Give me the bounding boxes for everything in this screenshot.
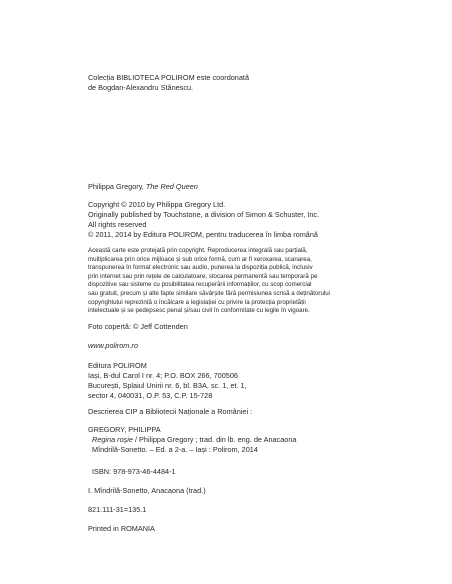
book-title: The Red Queen <box>145 182 198 191</box>
copyright-block <box>88 200 378 240</box>
printed-in: Printed in ROMANIA <box>88 524 155 533</box>
copyright-line-2: Originally published by Touchstone, a division of Simon & Schuster, Inc. <box>88 210 320 219</box>
publisher-address-line: București, Splaiul Unirii nr. 6, bl. B3A, sc. 1, et. 1, <box>88 381 247 390</box>
legal-line: Această carte este protejată prin copyright. Reproducerea integrală sau parțială, <box>88 247 308 254</box>
cip-title-line: Regina roșie / Philippa Gregory ; trad. din lb. eng. de Anacaona <box>92 435 297 444</box>
legal-line: copyrightului reprezintă o încălcare a legislației cu privire la protecția proprietății <box>88 298 306 306</box>
series-note <box>88 73 378 93</box>
cip-author: GREGORY, PHILIPPA <box>88 425 161 434</box>
cip-title: Regina roșie <box>92 435 133 444</box>
copyright-line-4: © 2011, 2014 by Editura POLIROM, pentru traducerea în limba română <box>88 230 318 239</box>
cip-classification: 821.111-31=135.1 <box>88 505 147 514</box>
publisher-address-line: Iași, B-dul Carol I nr. 4; P.O. BOX 266, 700506 <box>88 371 238 380</box>
cip-record <box>88 425 378 455</box>
isbn: ISBN: 978-973-46-4484-1 <box>92 467 176 476</box>
legal-line: intelectuale și se pedepsesc penal și/sau civil în conformitate cu legile în vigoare. <box>88 307 310 315</box>
legal-line: dispozitive sau sisteme cu posibilitatea recuperării informațiilor, cu scop comercial <box>88 281 312 289</box>
cip-heading: Descrierea CIP a Bibliotecii Naționale a României : <box>88 407 253 416</box>
legal-notice <box>88 247 378 316</box>
series-note-line-1: Colecția BIBLIOTECA POLIROM este coordonată <box>88 73 250 82</box>
publisher-name: Editura POLIROM <box>88 361 147 370</box>
publisher-address-line: sector 4, 040031, O.P. 53, C.P. 15-728 <box>88 391 213 400</box>
copyright-line-3: All rights reserved <box>88 220 147 229</box>
series-note-line-2: de Bogdan-Alexandru Stănescu. <box>88 83 194 92</box>
author-name: Philippa Gregory, <box>88 182 146 191</box>
publisher-address <box>88 361 378 401</box>
website: www.polirom.ro <box>88 341 138 350</box>
copyright-line-1: Copyright © 2010 by Philippa Gregory Ltd. <box>88 200 226 209</box>
legal-line: sau gratuit, precum și alte fapte similare săvârșite fără permisiunea scrisă a deținătorului <box>88 289 331 297</box>
legal-line: prin internet sau prin rețele de calculatoare, stocarea permanentă sau temporară pe <box>88 272 318 280</box>
cover-photo-credit: Foto copertă: © Jeff Cottenden <box>88 322 188 331</box>
legal-line: multiplicarea prin orice mijloace și sub orice formă, cum ar fi xeroxarea, scanarea, <box>88 255 312 263</box>
legal-line: transpunerea în format electronic sau audio, punerea la dispoziția publică, inclusiv <box>88 264 313 272</box>
cip-translator: I. Mîndrilă-Sonetto, Anacaona (trad.) <box>88 486 206 495</box>
title-line <box>88 182 378 192</box>
cip-edition-line: Mîndrilă-Sonetto. – Ed. a 2-a. – Iași : Polirom, 2014 <box>92 445 258 454</box>
